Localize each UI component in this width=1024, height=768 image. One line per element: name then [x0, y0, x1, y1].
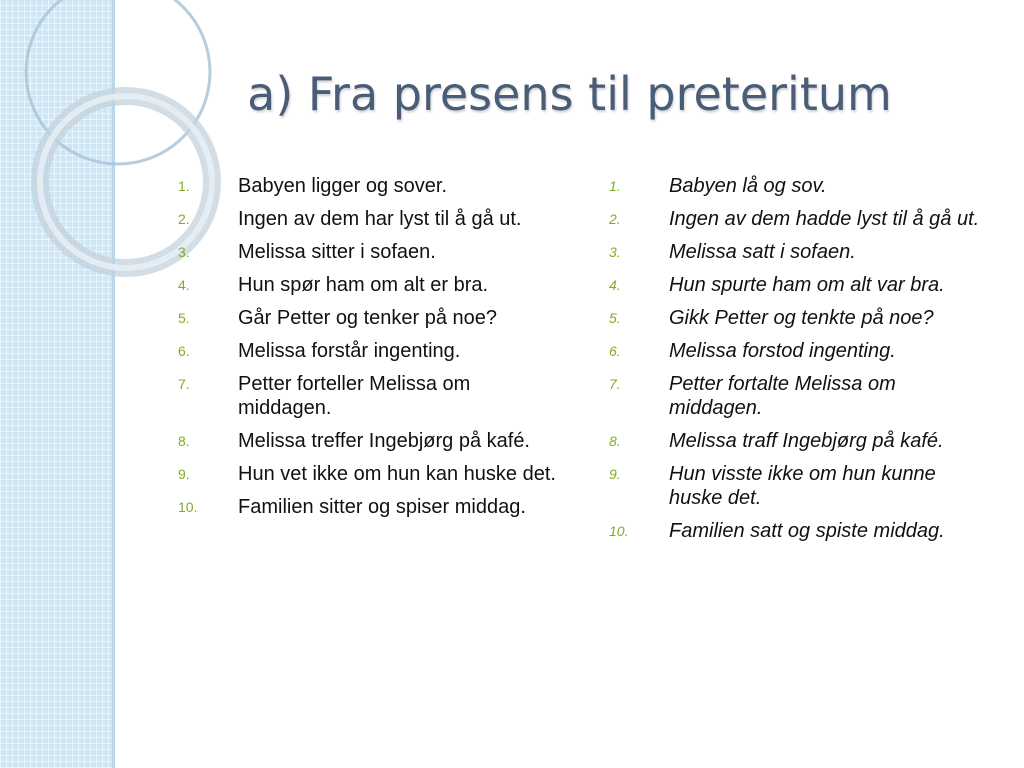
- item-number: 5.: [609, 310, 621, 326]
- list-item: [609, 273, 994, 297]
- item-number: 10.: [178, 499, 198, 515]
- item-number: 5.: [178, 310, 190, 326]
- item-text: Hun spurte ham om alt var bra.: [669, 274, 945, 296]
- list-item: [178, 240, 558, 264]
- item-number: 8.: [609, 433, 621, 449]
- item-text: Melissa forstod ingenting.: [669, 340, 896, 362]
- item-text: Melissa satt i sofaen.: [669, 241, 856, 263]
- item-number: 9.: [609, 466, 621, 482]
- item-text: Går Petter og tenker på noe?: [238, 307, 498, 329]
- item-number: 2.: [609, 211, 621, 227]
- item-number: 1.: [178, 178, 190, 194]
- item-text: Hun visste ikke om hun kunne huske det.: [669, 463, 936, 509]
- item-text: Familien sitter og spiser middag.: [238, 496, 526, 518]
- item-number: 10.: [609, 523, 629, 539]
- item-text: Petter forteller Melissa om middagen.: [238, 373, 471, 419]
- item-text: Babyen ligger og sover.: [238, 175, 448, 197]
- list-item: [609, 339, 994, 363]
- item-text: Familien satt og spiste middag.: [669, 520, 945, 542]
- item-text: Melissa treffer Ingebjørg på kafé.: [238, 430, 530, 452]
- item-number: 2.: [178, 211, 190, 227]
- item-number: 7.: [178, 376, 190, 392]
- list-item: [178, 306, 558, 330]
- item-number: 4.: [609, 277, 621, 293]
- list-item: [178, 462, 558, 486]
- list-item: [609, 240, 994, 264]
- item-text: Ingen av dem har lyst til å gå ut.: [238, 208, 522, 230]
- item-text: Petter fortalte Melissa om middagen.: [669, 373, 896, 419]
- present-tense-list: [178, 174, 558, 528]
- item-text: Hun vet ikke om hun kan huske det.: [238, 463, 556, 485]
- item-text: Ingen av dem hadde lyst til å gå ut.: [669, 208, 980, 230]
- list-item: [178, 339, 558, 363]
- side-band-decoration: [0, 0, 112, 768]
- list-item: [178, 495, 558, 519]
- list-item: [609, 429, 994, 453]
- item-number: 6.: [609, 343, 621, 359]
- list-item: [609, 372, 994, 420]
- list-item: [609, 174, 994, 198]
- item-number: 4.: [178, 277, 190, 293]
- slide-title: a) Fra presens til preteritum: [247, 67, 892, 121]
- past-tense-list: [609, 174, 994, 552]
- list-item: [178, 372, 558, 420]
- item-text: Melissa forstår ingenting.: [238, 340, 461, 362]
- item-text: Melissa sitter i sofaen.: [238, 241, 436, 263]
- item-text: Hun spør ham om alt er bra.: [238, 274, 489, 296]
- list-item: [178, 207, 558, 231]
- list-item: [178, 273, 558, 297]
- list-item: [609, 462, 994, 510]
- item-text: Melissa traff Ingebjørg på kafé.: [669, 430, 944, 452]
- item-text: Gikk Petter og tenkte på noe?: [669, 307, 934, 329]
- item-text: Babyen lå og sov.: [669, 175, 827, 197]
- list-item: [609, 519, 994, 543]
- item-number: 3.: [609, 244, 621, 260]
- item-number: 9.: [178, 466, 190, 482]
- item-number: 1.: [609, 178, 621, 194]
- list-item: [609, 207, 994, 231]
- list-item: [609, 306, 994, 330]
- item-number: 3.: [178, 244, 190, 260]
- item-number: 7.: [609, 376, 621, 392]
- list-item: [178, 174, 558, 198]
- item-number: 6.: [178, 343, 190, 359]
- item-number: 8.: [178, 433, 190, 449]
- list-item: [178, 429, 558, 453]
